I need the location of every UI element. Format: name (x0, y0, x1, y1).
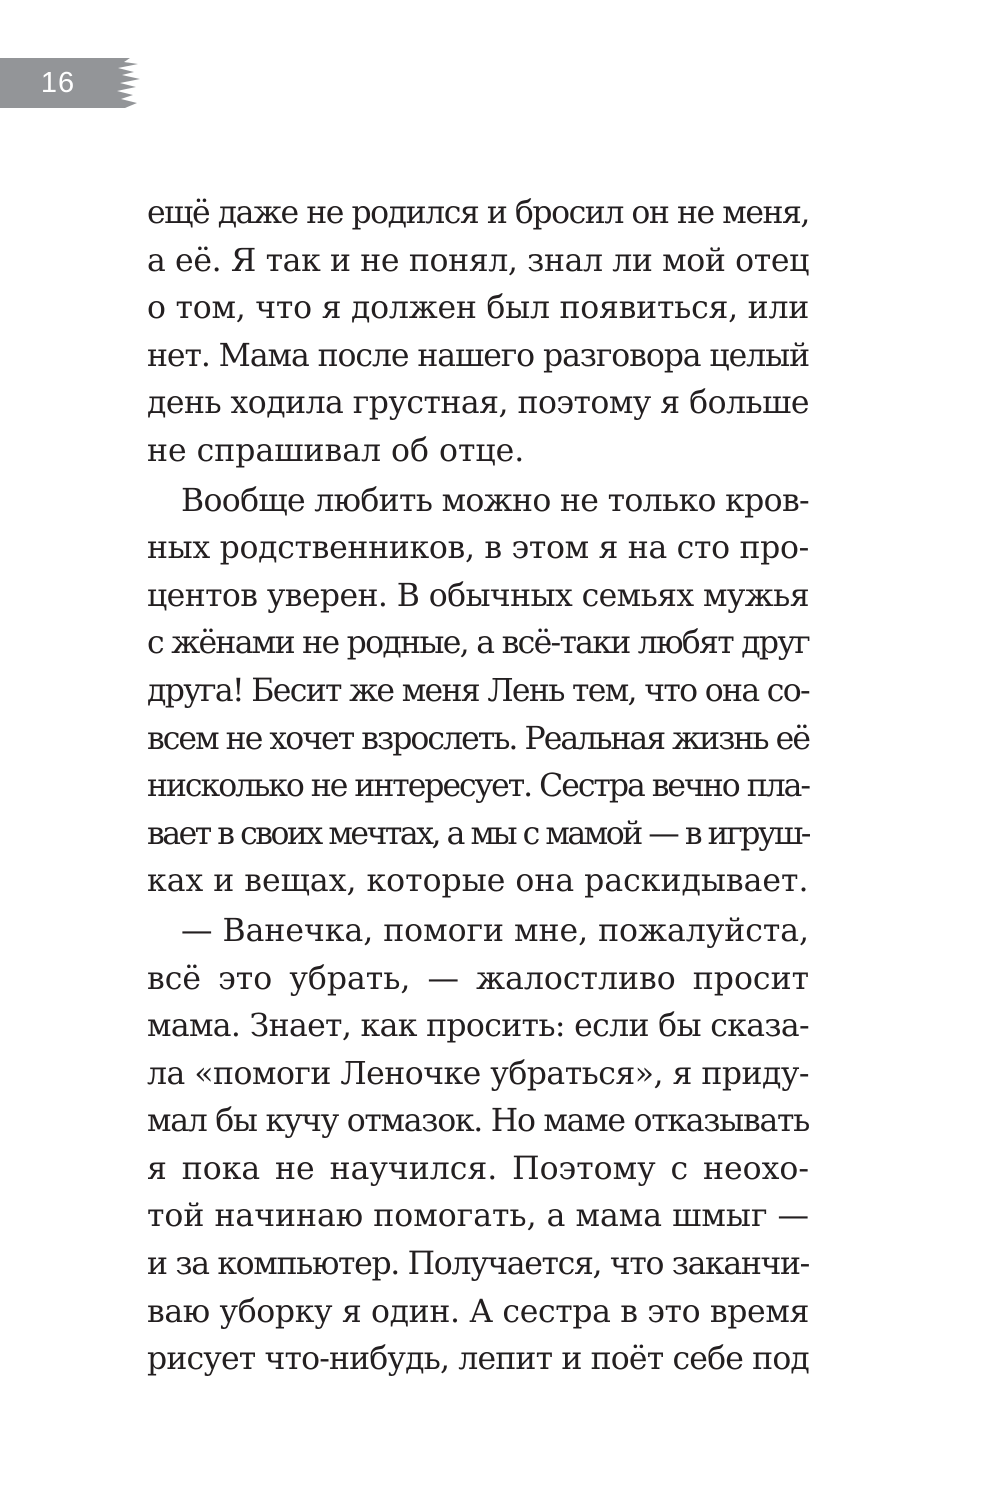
paragraph (147, 190, 809, 476)
text-line: ваю уборку я один. А сестра в это время (147, 1293, 809, 1330)
text-line: нет. Мама после нашего разговора целый (147, 337, 809, 374)
paragraph (147, 908, 809, 1384)
text-line: всем не хочет взрослеть. Реальная жизнь её (147, 720, 809, 757)
page-body-text (147, 190, 809, 1384)
text-line: а её. Я так и не понял, знал ли мой отец (147, 242, 809, 279)
text-line: с жёнами не родные, а всё-таки любят друг (147, 625, 809, 662)
text-line: центов уверен. В обычных семьях мужья (147, 577, 809, 614)
text-line: мама. Знает, как просить: если бы сказа- (147, 1008, 809, 1045)
text-line: мал бы кучу отмазок. Но маме отказывать (147, 1103, 809, 1140)
text-line: рисует что-нибудь, лепит и поёт себе под (147, 1341, 809, 1378)
text-line: день ходила грустная, поэтому я больше (147, 385, 809, 422)
text-line: ках и вещах, которые она раскидывает. (147, 863, 809, 900)
text-line: о том, что я должен был появиться, или (147, 290, 809, 327)
text-line: не спрашивал об отце. (147, 432, 525, 469)
text-line: ных родственников, в этом я на сто про- (147, 530, 809, 567)
text-line: той начинаю помогать, а мама шмыг — (147, 1198, 809, 1235)
text-line: ла «помоги Леночке убраться», я приду- (147, 1055, 809, 1092)
text-line: — Ванечка, помоги мне, пожалуйста, (181, 912, 809, 949)
text-line: ещё даже не родился и бросил он не меня, (147, 195, 809, 231)
text-line: друга! Бесит же меня Лень тем, что она со- (147, 672, 809, 709)
text-line: я пока не научился. Поэтому с неохо- (147, 1150, 809, 1187)
text-line: нисколько не интересует. Сестра вечно пла- (147, 768, 809, 805)
paragraph (147, 478, 809, 906)
text-line: всё это убрать, — жалостливо просит (147, 960, 809, 997)
text-line: Вообще любить можно не только кров- (181, 482, 809, 519)
text-line: вает в своих мечтах, а мы с мамой — в игруш- (147, 815, 809, 852)
page-number: 16 (40, 67, 76, 99)
text-line: и за компьютер. Получается, что заканчи- (147, 1246, 809, 1283)
